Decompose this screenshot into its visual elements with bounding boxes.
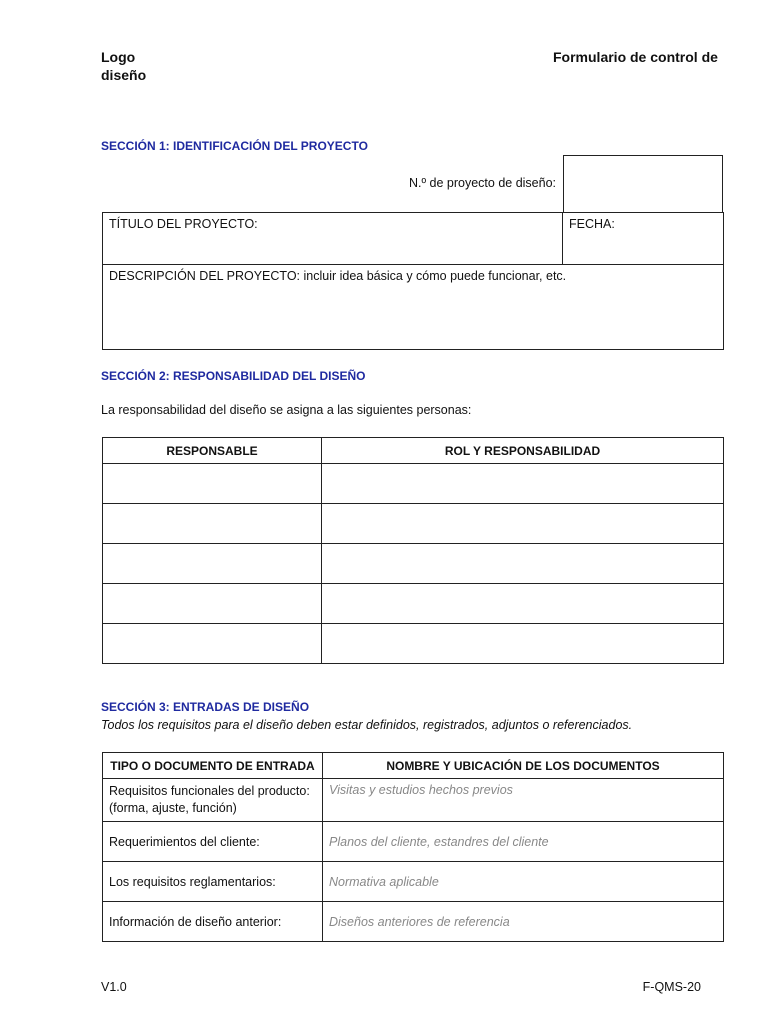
input-type-cell: Los requisitos reglamentarios:	[103, 862, 323, 902]
role-cell[interactable]	[322, 464, 724, 504]
section-2-title: SECCIÓN 2: RESPONSABILIDAD DEL DISEÑO	[101, 369, 366, 383]
logo-placeholder	[101, 48, 146, 84]
footer-form-code: F-QMS-20	[642, 980, 701, 994]
role-cell[interactable]	[322, 624, 724, 664]
project-description-label: DESCRIPCIÓN DEL PROYECTO: incluir idea básica y cómo puede funcionar, etc.	[109, 269, 567, 283]
document-location-cell[interactable]: Diseños anteriores de referencia	[323, 902, 724, 942]
footer-version: V1.0	[101, 980, 127, 994]
responsibility-table	[102, 437, 724, 664]
responsible-cell[interactable]	[103, 624, 322, 664]
project-title-label: TÍTULO DEL PROYECTO:	[109, 217, 258, 231]
input-type-cell	[103, 779, 323, 822]
column-header-document-location: NOMBRE Y UBICACIÓN DE LOS DOCUMENTOS	[323, 753, 724, 779]
project-number-field[interactable]	[563, 155, 723, 213]
date-label: FECHA:	[569, 217, 615, 231]
section-1-title: SECCIÓN 1: IDENTIFICACIÓN DEL PROYECTO	[101, 139, 368, 153]
column-header-responsible: RESPONSABLE	[103, 438, 322, 464]
role-cell[interactable]	[322, 584, 724, 624]
table-row	[103, 544, 724, 584]
section-3-subtitle: Todos los requisitos para el diseño deben estar definidos, registrados, adjuntos o referenciados.	[101, 718, 633, 732]
role-cell[interactable]	[322, 504, 724, 544]
section-2-intro: La responsabilidad del diseño se asigna a las siguientes personas:	[101, 403, 472, 417]
table-row	[103, 464, 724, 504]
table-row	[103, 504, 724, 544]
table-row	[103, 584, 724, 624]
role-cell[interactable]	[322, 544, 724, 584]
input-type-sublabel: (forma, ajuste, función)	[109, 801, 237, 815]
responsible-cell[interactable]	[103, 584, 322, 624]
input-type-cell: Información de diseño anterior:	[103, 902, 323, 942]
logo-line-2: diseño	[101, 67, 147, 83]
document-location-cell[interactable]: Visitas y estudios hechos previos	[323, 779, 724, 822]
design-inputs-table	[102, 752, 724, 942]
input-type-label: Requisitos funcionales del producto:	[109, 784, 310, 798]
responsible-cell[interactable]	[103, 504, 322, 544]
section-3-title: SECCIÓN 3: ENTRADAS DE DISEÑO	[101, 700, 310, 714]
document-location-cell[interactable]: Planos del cliente, estandres del cliente	[323, 822, 724, 862]
table-row	[103, 779, 724, 822]
table-row	[103, 862, 724, 902]
input-type-cell: Requerimientos del cliente:	[103, 822, 323, 862]
table-row	[103, 902, 724, 942]
column-header-input-type: TIPO O DOCUMENTO DE ENTRADA	[103, 753, 323, 779]
column-header-role: ROL Y RESPONSABILIDAD	[322, 438, 724, 464]
date-field[interactable]	[563, 213, 724, 265]
project-number-label: N.º de proyecto de diseño:	[408, 176, 556, 190]
project-description-field[interactable]	[103, 265, 724, 350]
document-location-cell[interactable]: Normativa aplicable	[323, 862, 724, 902]
project-title-field[interactable]	[103, 213, 563, 265]
project-identification-table	[102, 212, 724, 350]
logo-line-1: Logo	[101, 49, 136, 65]
responsible-cell[interactable]	[103, 544, 322, 584]
table-row	[103, 822, 724, 862]
form-title: Formulario de control de	[553, 49, 718, 65]
table-row	[103, 624, 724, 664]
responsible-cell[interactable]	[103, 464, 322, 504]
